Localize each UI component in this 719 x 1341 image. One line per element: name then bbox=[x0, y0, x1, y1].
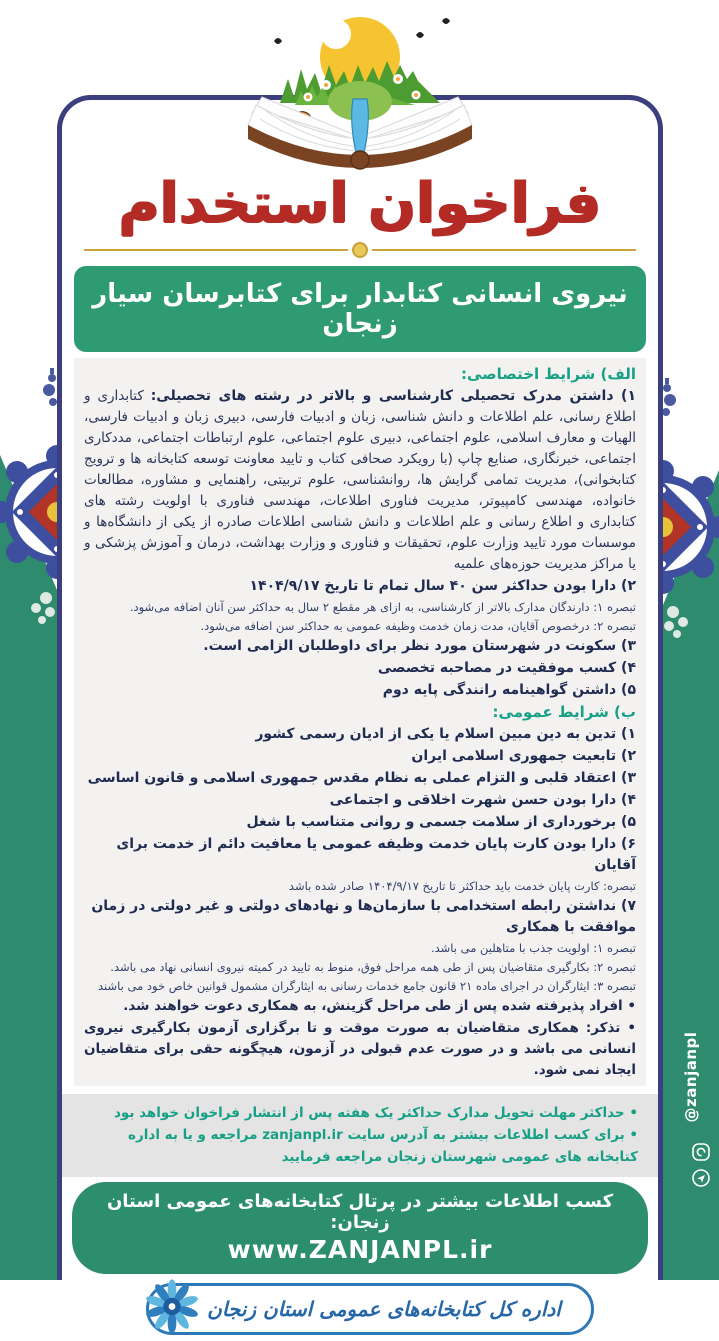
item-military-card: ۶) دارا بودن کارت پایان خدمت وظیفه عمومی یا معافیت دائم از خدمت برای آقایان bbox=[116, 836, 636, 874]
item-education bbox=[84, 386, 636, 575]
item-citizenship: ۲) تابعیت جمهوری اسلامی ایران bbox=[411, 748, 636, 765]
deadline-notice-box bbox=[62, 1094, 658, 1177]
portal-url[interactable]: www.ZANJANPL.ir bbox=[227, 1235, 493, 1265]
divider-dot-icon bbox=[352, 242, 368, 258]
item-reputation: ۴) دارا بودن حسن شهرت اخلاقی و اجتماعی bbox=[329, 792, 636, 809]
gold-divider bbox=[84, 242, 636, 258]
social-strip[interactable] bbox=[663, 0, 719, 1280]
left-ornament-art bbox=[0, 0, 57, 1280]
announcement-card bbox=[57, 95, 663, 1322]
section-a-heading: الف) شرایط اختصاصی: bbox=[460, 365, 636, 384]
organization-logo bbox=[146, 1283, 594, 1335]
position-banner: نیروی انسانی کتابدار برای کتابرسان سیار زنجان bbox=[74, 266, 646, 352]
portal-footer-text: کسب اطلاعات بیشتر در پرتال کتابخانه‌های عمومی استان زنجان: bbox=[106, 1191, 614, 1234]
item-education-body: کتابداری و اطلاع رسانی، علم اطلاعات و دانش شناسی، زبان و ادبیات فارسی، دبیری زبان و ادبیات فارسی، الهیات و معارف اسلامی، علوم اجتماعی، دبیری علوم اجتماعی، علوم ارتباطات اجتماعی، مددکاری اجتماعی، خبرنگاری، صنایع چاپ (با رویکرد صحافی کتاب و تایید معاونت توسعه کتابخانه ها و ترویج کتابخوانی)، مدیریت تمامی گرایش ها، روانشناسی، علوم تربیتی، راهنمایی و مشاوره، مطالعات خانواده، مهندسی کامپیوتر، مدیریت فناوری اطلاعات، مهندسی فناوری با اولویت رشته های کتابداری و اطلاع رسانی و علم اطلاعات و دانش شناسی اطلاعات صادره از یکی از دانشگاه‌ها و موسسات مورد تایید وزارت علوم، تحقیقات و فناوری و وزارت بهداشت، درمان و آموزش پزشکی و یا مراکز مدیریت حوزه‌های علمیه bbox=[84, 388, 636, 573]
social-handle[interactable]: @zanjanpl bbox=[682, 1031, 700, 1123]
page-title: فراخوان استخدام bbox=[118, 171, 602, 236]
public-libraries-pinwheel-icon bbox=[143, 1278, 201, 1341]
sprig-ornament bbox=[43, 368, 57, 406]
requirements-body bbox=[74, 358, 646, 1086]
employment-note-1: تبصره ۱: اولویت جذب با متاهلین می باشد. bbox=[430, 941, 636, 956]
right-ornament-band bbox=[663, 0, 719, 1280]
age-note-1: تبصره ۱: دارندگان مدارک بالاتر از کارشناسی، به ازای هر مقطع ۲ سال به حداکثر سن آنان اضافه می‌شود. bbox=[129, 600, 636, 615]
item-residency: ۳) سکونت در شهرستان مورد نظر برای داوطلبان الزامی است. bbox=[203, 638, 636, 655]
bullet-accepted: • افراد پذیرفته شده پس از طی مراحل گزینش، به همکاری دعوت خواهند شد. bbox=[123, 998, 636, 1015]
website-line: • برای کسب اطلاعات بیشتر به آدرس سایت zanjanpl.ir مراجعه و یا به اداره کتابخانه های عمومی شهرستان زنجان مراجعه فرمایید bbox=[128, 1127, 638, 1166]
military-card-note: تبصره: کارت پایان خدمت باید حداکثر تا تاریخ ۱۴۰۴/۹/۱۷ صادر شده باشد bbox=[288, 879, 636, 894]
deadline-line: • حداکثر مهلت تحویل مدارک حداکثر یک هفته پس از انتشار فراخوان خواهد بود bbox=[113, 1105, 638, 1122]
section-b-heading: ب) شرایط عمومی: bbox=[492, 703, 636, 722]
employment-note-2: تبصره ۲: بکارگیری متقاضیان پس از طی همه مراحل فوق، منوط به تایید در کمیته نیروی انسانی نهاد می باشد. bbox=[110, 960, 636, 975]
item-religion: ۱) تدین به دین مبین اسلام یا یکی از ادیان رسمی کشور bbox=[255, 726, 636, 743]
item-education-lead: ۱) داشتن مدرک تحصیلی کارشناسی و بالاتر در رشته های تحصیلی: bbox=[150, 388, 636, 405]
age-note-2: تبصره ۲: درخصوص آقایان، مدت زمان خدمت وظیفه عمومی به حداکثر سن اضافه می‌شود. bbox=[200, 619, 636, 634]
item-loyalty: ۳) اعتقاد قلبی و التزام عملی به نظام مقدس جمهوری اسلامی و قانون اساسی bbox=[87, 770, 636, 787]
item-health: ۵) برخورداری از سلامت جسمی و روانی متناسب با شغل bbox=[246, 814, 636, 831]
item-no-employment: ۷) نداشتن رابطه استخدامی با سازمان‌ها و نهادهای دولتی و غیر دولتی در زمان موافقت با همکاری bbox=[91, 898, 636, 936]
bullet-reminder: • تذکر: همکاری متقاضیان به صورت موقت و تا برگزاری آزمون بکارگیری نیروی انسانی می باشد و در صورت عدم قبولی در آزمون، هیچگونه حقی برای متقاضیان ایجاد نمی شود. bbox=[84, 1020, 636, 1079]
item-max-age: ۲) دارا بودن حداکثر سن ۴۰ سال تمام تا تاریخ ۱۴۰۴/۹/۱۷ bbox=[249, 578, 636, 595]
open-book-illustration bbox=[210, 5, 510, 175]
item-interview: ۴) کسب موفقیت در مصاحبه تخصصی bbox=[377, 660, 636, 677]
left-ornament-band bbox=[0, 0, 57, 1280]
item-driving-license: ۵) داشتن گواهینامه رانندگی پایه دوم bbox=[382, 682, 636, 699]
organization-name: اداره کل کتابخانه‌های عمومی استان زنجان bbox=[207, 1297, 561, 1322]
portal-footer bbox=[72, 1182, 648, 1274]
logo-row bbox=[62, 1283, 658, 1335]
employment-note-3: تبصره ۳: ایثارگران در اجرای ماده ۲۱ قانون جامع خدمات رسانی به ایثارگران مشمول قوانین خاص خود می باشند bbox=[97, 979, 636, 994]
